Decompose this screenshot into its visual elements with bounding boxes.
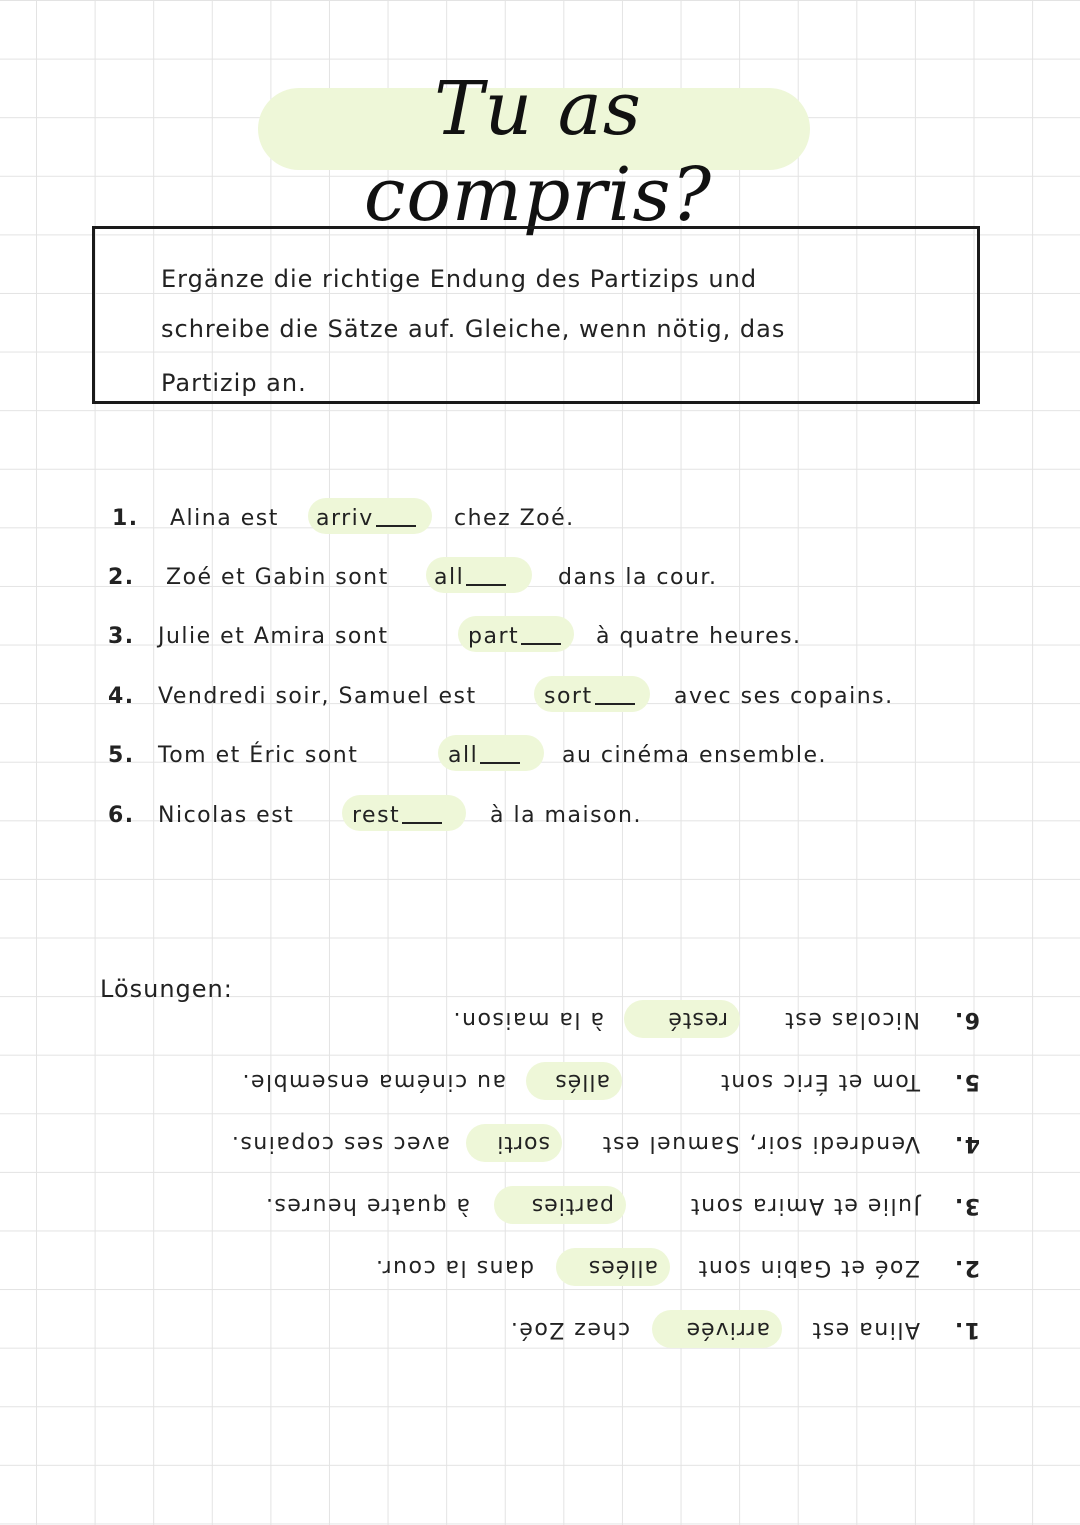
exercise-text-after: à la maison. [490, 803, 642, 828]
solution-number: 5. [953, 1069, 980, 1094]
stem-text: all [434, 565, 465, 590]
solutions-label: Lösungen: [100, 975, 233, 1003]
solution-text-after: chez Zoé. [509, 1317, 630, 1342]
exercise-number: 5. [108, 743, 135, 768]
solution-text-after: dans la cour. [374, 1255, 534, 1280]
exercise-number: 2. [108, 565, 135, 590]
solution-number: 1. [953, 1317, 980, 1342]
exercise-text-before: Zoé et Gabin sont [166, 565, 389, 590]
exercise-text-before: Alina est [170, 506, 279, 531]
exercise-text-after: dans la cour. [558, 565, 718, 590]
task-line-1: Ergänze die richtige Endung des Partizips und [161, 265, 758, 293]
solution-text-before: Julie et Amira sont [689, 1193, 920, 1218]
solution-text-before: Vendredi soir, Samuel est [601, 1131, 920, 1156]
solution-answer: arrivée [685, 1317, 770, 1342]
exercise-text-before: Tom et Éric sont [158, 743, 359, 768]
stem-text: rest [352, 803, 401, 828]
exercise-stem [352, 803, 442, 828]
stem-text: sort [544, 684, 593, 709]
answer-blank [376, 525, 416, 527]
task-line-2: schreibe die Sätze auf. Gleiche, wenn nötig, das [161, 315, 786, 343]
solution-text-after: à la maison. [452, 1007, 604, 1032]
exercise-text-before: Nicolas est [158, 803, 295, 828]
exercise-text-before: Julie et Amira sont [158, 624, 389, 649]
title-area [258, 60, 818, 238]
solution-answer: allées [587, 1255, 658, 1280]
answer-blank [521, 643, 561, 645]
task-instructions-box [92, 226, 980, 404]
solution-answer: parties [530, 1193, 614, 1218]
stem-text: all [448, 743, 479, 768]
exercise-text-after: à quatre heures. [596, 624, 802, 649]
answer-blank [402, 822, 442, 824]
answer-blank [595, 703, 635, 705]
solution-number: 6. [953, 1007, 980, 1032]
solution-text-before: Zoé et Gabin sont [697, 1255, 920, 1280]
exercise-stem [468, 624, 561, 649]
exercise-number: 3. [108, 624, 135, 649]
exercise-stem [544, 684, 635, 709]
page-title: Tu as compris? [363, 66, 713, 238]
exercise-text-before: Vendredi soir, Samuel est [158, 684, 477, 709]
exercise-number: 1. [112, 506, 139, 531]
solution-number: 4. [953, 1131, 980, 1156]
answer-blank [466, 584, 506, 586]
exercise-stem [434, 565, 506, 590]
task-line-3: Partizip an. [161, 369, 307, 397]
exercise-number: 4. [108, 684, 135, 709]
solution-answer: resté [667, 1007, 728, 1032]
exercise-text-after: chez Zoé. [454, 506, 575, 531]
exercise-text-after: avec ses copains. [674, 684, 894, 709]
solution-text-after: à quatre heures. [264, 1193, 470, 1218]
solution-text-before: Nicolas est [783, 1007, 920, 1032]
stem-text: part [468, 624, 520, 649]
solution-answer: allés [554, 1069, 610, 1094]
solutions-upside-down [0, 990, 1080, 1350]
exercise-stem [448, 743, 520, 768]
solution-text-before: Tom et Éric sont [719, 1069, 920, 1094]
solution-text-after: avec ses copains. [230, 1131, 450, 1156]
stem-text: arriv [316, 506, 374, 531]
solution-text-before: Alina est [811, 1317, 920, 1342]
exercise-number: 6. [108, 803, 135, 828]
solution-text-after: au cinéma ensemble. [240, 1069, 506, 1094]
solution-answer: sorti [496, 1131, 550, 1156]
solution-number: 2. [953, 1255, 980, 1280]
exercise-stem [316, 506, 416, 531]
answer-blank [480, 762, 520, 764]
solution-number: 3. [953, 1193, 980, 1218]
exercise-text-after: au cinéma ensemble. [562, 743, 828, 768]
